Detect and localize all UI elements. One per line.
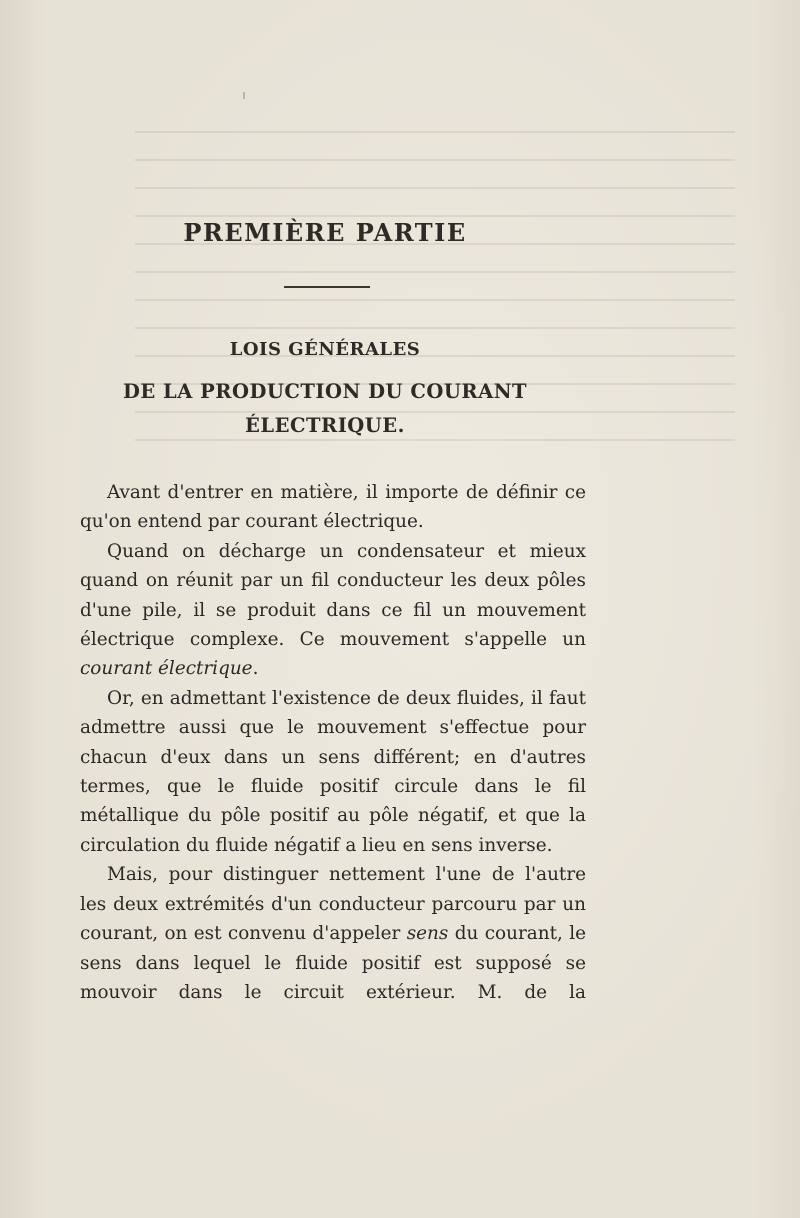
paragraph-4-end: du courant, le sens dans lequel le fluide positif est supposé se mouvoir dans le circuit extérieur. M. de la	[80, 923, 586, 1003]
paragraph-2-end: .	[252, 658, 259, 680]
paragraph-4-text: Mais, pour distinguer nettement l'une de l'autre les deux extrémités d'un conducteur parcouru par un courant, on est convenu d'appeler	[80, 864, 586, 945]
paragraph-2-italic: courant électrique	[80, 658, 253, 680]
body-text	[80, 478, 586, 1007]
show-through-text	[55, 105, 775, 525]
paragraph-4	[80, 860, 586, 1007]
page-speck	[243, 92, 245, 99]
title-rule	[284, 286, 370, 288]
paragraph-3: Or, en admettant l'existence de deux fluides, il faut admettre aussi que le mouvement s'effectue pour chacun d'eux dans un sens différent; en d'autres termes, que le fluide positif circule dans le fil métallique du pôle positif au pôle négatif, et que la circulation du fluide négatif a lieu en sens inverse.	[80, 687, 586, 856]
part-title: PREMIÈRE PARTIE	[183, 218, 467, 247]
paragraph-2-text: Quand on décharge un condensateur et mieux quand on réunit par un fil conducteur les deux pôles d'une pile, il se produit dans ce fil un mouvement électrique complexe. Ce mouvement s'appelle un	[80, 540, 586, 651]
paragraph-4-italic: sens	[406, 923, 449, 945]
paragraph-1: Avant d'entrer en matière, il importe de définir ce qu'on entend par courant électrique.	[80, 482, 586, 533]
section-title-line-3: ÉLECTRIQUE.	[245, 414, 405, 437]
section-title-line-2: DE LA PRODUCTION DU COURANT	[122, 380, 528, 403]
paragraph-2	[80, 537, 586, 684]
section-title-line-1: LOIS GÉNÉRALES	[229, 339, 421, 360]
